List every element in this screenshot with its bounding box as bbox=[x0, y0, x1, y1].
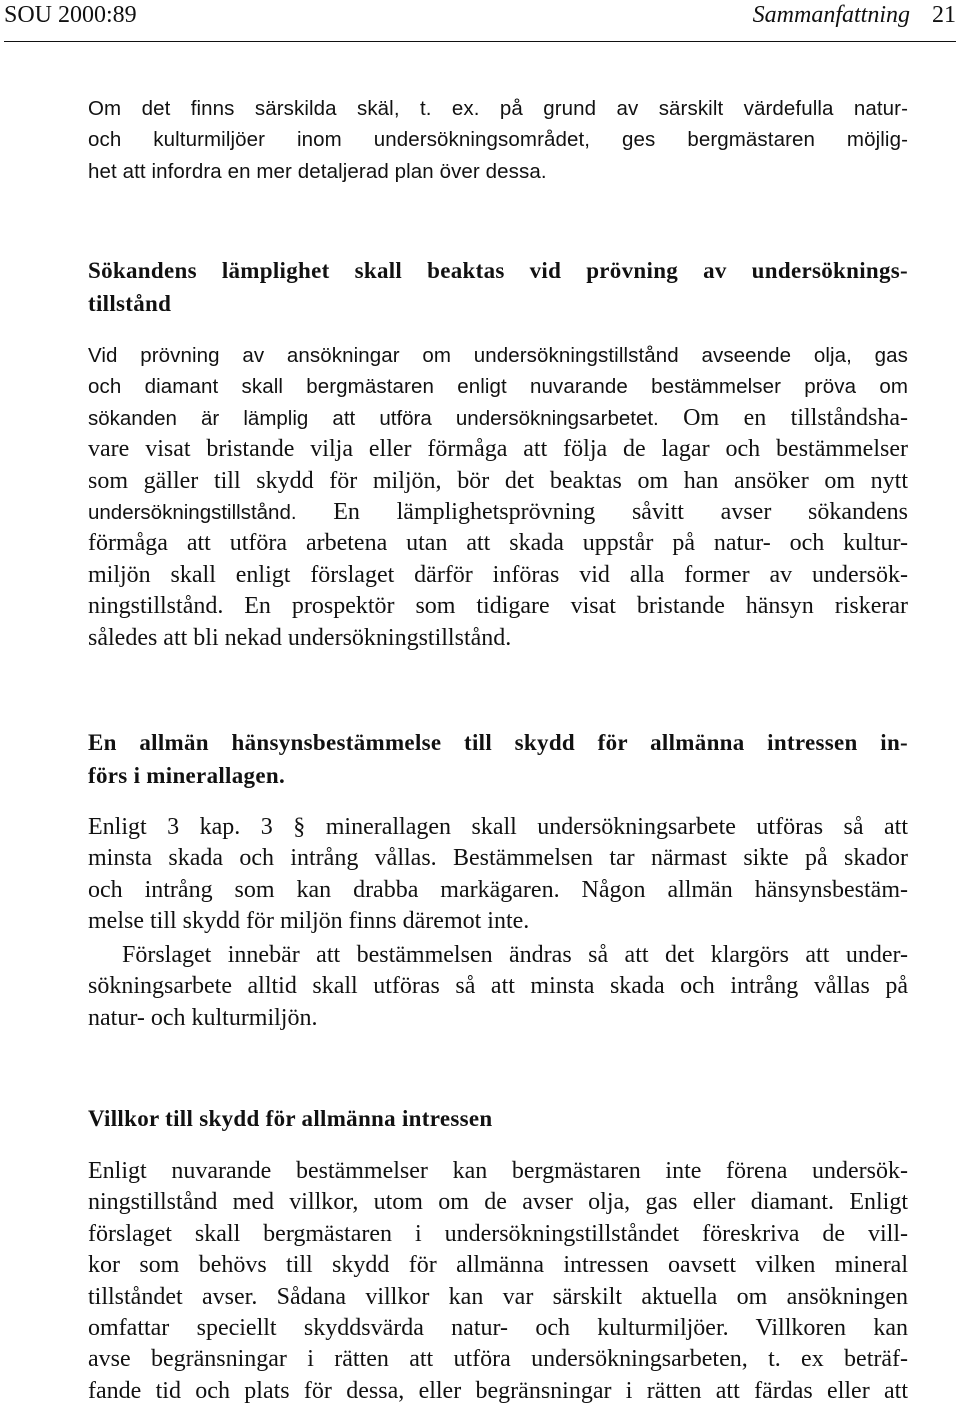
text-line: ningstillstånd med villkor, utom om de avser olja, gas eller diamant. Enligt bbox=[88, 1189, 908, 1216]
text-line: miljön skall enligt förslaget därför införas vid alla former av undersök- bbox=[88, 561, 908, 588]
intro-paragraph bbox=[88, 93, 908, 187]
text-line: het att infordra en mer detaljerad plan över dessa. bbox=[88, 159, 547, 183]
text-line: tillståndet avser. Sådana villkor kan var särskilt aktuella om ansökningen bbox=[88, 1283, 908, 1310]
text-line-mixed bbox=[88, 403, 908, 434]
text-line: natur- och kulturmiljön. bbox=[88, 1004, 318, 1031]
heading-line: Sökandens lämplighet skall beaktas vid prövning av undersöknings- bbox=[88, 258, 908, 283]
text-line: och intrång som kan drabba markägaren. Någon allmän hänsynsbestäm- bbox=[88, 876, 908, 903]
heading-line: En allmän hänsynsbestämmelse till skydd för allmänna intressen in- bbox=[88, 730, 908, 755]
text-line: omfattar speciellt skyddsvärda natur- och kulturmiljöer. Villkoren kan bbox=[88, 1314, 908, 1341]
text-line: Enligt nuvarande bestämmelser kan bergmästaren inte förena undersök- bbox=[88, 1158, 908, 1184]
text-line-mixed bbox=[88, 497, 908, 528]
text-fragment: En lämplighetsprövning såvitt avser sökandens bbox=[296, 498, 908, 525]
text-line: Vid prövning av ansökningar om undersökningstillstånd avseende olja, gas bbox=[88, 344, 908, 367]
conditions-paragraph bbox=[88, 1156, 908, 1407]
text-line: Förslaget innebär att bestämmelsen ändras så att det klargörs att under- bbox=[122, 942, 908, 968]
page-number: 21 bbox=[932, 2, 956, 28]
document-reference: SOU 2000:89 bbox=[4, 2, 137, 28]
text-line: fande tid och plats för dessa, eller begränsningar i rätten att färdas eller att bbox=[88, 1377, 908, 1404]
section-heading-applicant-suitability bbox=[88, 254, 908, 320]
header-rule bbox=[4, 41, 956, 42]
section-heading-conditions bbox=[88, 1102, 908, 1135]
header-right-group bbox=[753, 0, 956, 30]
text-fragment: Om en tillståndsha- bbox=[658, 404, 908, 431]
heading-line: tillstånd bbox=[88, 291, 172, 316]
text-line: vare visat bristande vilja eller förmåga att följa de lagar och bestämmelser bbox=[88, 436, 908, 463]
running-header bbox=[0, 0, 960, 44]
text-line: och diamant skall bergmästaren enligt nuvarande bestämmelser pröva om bbox=[88, 375, 908, 399]
sans-lines bbox=[88, 340, 908, 403]
text-line: avse begränsningar i rätten att utföra undersökningsarbeten, t. ex beträf- bbox=[88, 1346, 908, 1373]
text-line: som gäller till skydd för miljön, bör det beaktas om han ansöker om nytt bbox=[88, 467, 908, 494]
text-fragment: sökanden är lämplig att utföra undersökningsarbetet. bbox=[88, 406, 659, 430]
text-line: Enligt 3 kap. 3 § minerallagen skall undersökningsarbete utföras så att bbox=[88, 814, 908, 840]
text-line: ningstillstånd. En prospektör som tidigare visat bristande hänsyn riskerar bbox=[88, 593, 908, 620]
general-consideration-paragraph bbox=[88, 812, 908, 938]
heading-line: Villkor till skydd för allmänna intressen bbox=[88, 1106, 493, 1131]
heading-line: förs i minerallagen. bbox=[88, 763, 285, 788]
text-line: kor som behövs till skydd för allmänna intressen oavsett vilken mineral bbox=[88, 1252, 908, 1279]
text-line: förmåga att utföra arbetena utan att skada uppstår på natur- och kultur- bbox=[88, 530, 908, 557]
applicant-suitability-paragraph bbox=[88, 340, 908, 654]
text-line: således att bli nekad undersökningstillstånd. bbox=[88, 624, 512, 651]
text-line: minsta skada och intrång vållas. Bestämmelsen tar närmast sikte på skador bbox=[88, 845, 908, 872]
text-line: Om det finns särskilda skäl, t. ex. på grund av särskilt värdefulla natur- bbox=[88, 97, 908, 120]
text-line: och kulturmiljöer inom undersökningsområdet, ges bergmästaren möjlig- bbox=[88, 128, 908, 152]
text-line: sökningsarbete alltid skall utföras så att minsta skada och intrång vållas på bbox=[88, 973, 908, 1000]
text-line: förslaget skall bergmästaren i undersökningstillståndet föreskriva de vill- bbox=[88, 1220, 908, 1247]
text-line: melse till skydd för miljön finns däremot inte. bbox=[88, 908, 530, 935]
section-heading-general-consideration bbox=[88, 726, 908, 792]
proposal-paragraph bbox=[88, 940, 908, 1034]
section-title: Sammanfattning bbox=[752, 2, 910, 28]
text-fragment: undersökningstillstånd. bbox=[88, 500, 297, 524]
